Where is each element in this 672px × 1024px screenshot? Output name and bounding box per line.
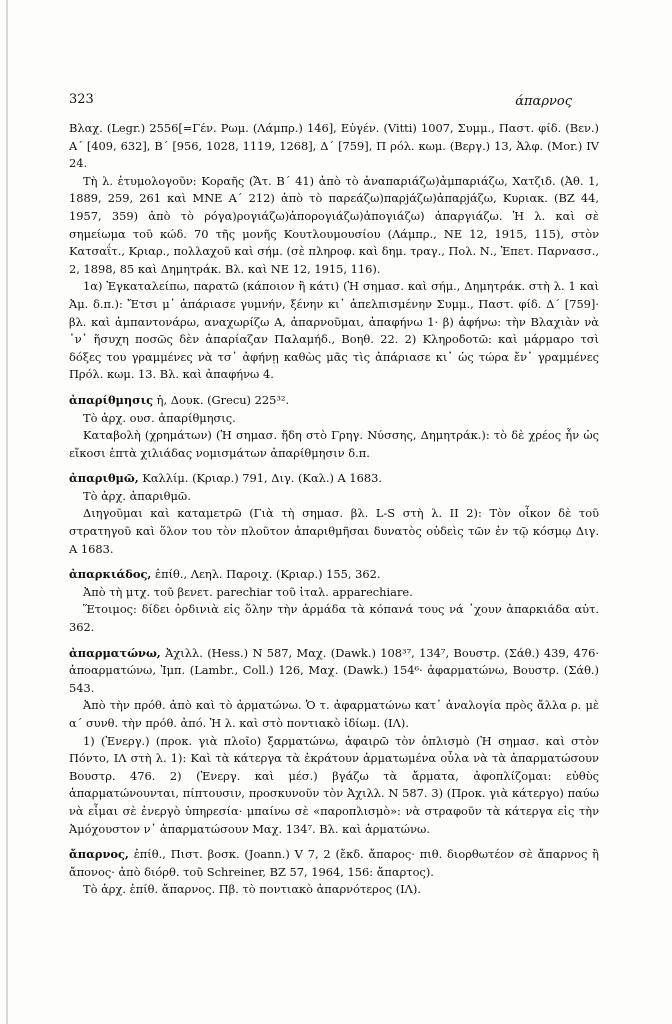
- entry-paragraph: Βλαχ. (Legr.) 2556[=Γέν. Ρωμ. (Λάμπρ.) 146], Εὐγέν. (Vitti) 1007, Συμμ., Παστ. φίδ. (Βεν.) Α΄ [409, 632], Β΄ [956, 1028, 1119, 1268], Δ΄ [759], Π ρόλ. κωμ. (Βεργ.) 13, Ἀλφ. (Mor.) IV 24.: [69, 121, 599, 171]
- running-head: άπαρνος: [515, 94, 572, 109]
- entry-apasithmisis: [69, 392, 599, 410]
- etymology-paragraph: Τὴ λ. ἐτυμολογοῦν: Κοραῆς (Ἄτ. Β΄ 41) ἀπὸ τὸ ἀναπαριάζω)ἀμπαριάζω, Χατζιδ. (Ἀθ. 1, 1889, 259, 261 καὶ ΜΝΕ Α΄ 212) ἀπὸ τὸ παρεάζω)παρjάζω)ἀπαρjάζω, Κυριακ. (ΒΖ 44, 1957, 359) ἀπὸ τὸ ρόγα)ρογιάζω)ἀπορογιάζω)ἀπογιάζω) ἀπαργιάζω. Ἡ λ. καὶ σὲ σημείωμα τοῦ κώδ. 70 τῆς μονῆς Κουτλουμουσίου (Λάμπρ., ΝΕ 12, 1915, 115), στὸν Κατσαΐτ., Κριαρ., πολλαχοῦ καὶ σήμ. (σὲ πληροφ. καὶ δημ. τραγ., Πολ. Ν., Ἐπετ. Παρνασσ., 2, 1898, 85 καὶ Δημητράκ. Βλ. καὶ ΝΕ 12, 1915, 116).: [69, 173, 599, 276]
- headword: ἀπαριθμῶ,: [69, 471, 139, 486]
- entry-aparithmo: [69, 470, 599, 488]
- headword: ἀπαρκιάδος,: [69, 567, 152, 582]
- etymology-paragraph: Ἀπὸ τὴ μτχ. τοῦ βενετ. parechiar τοῦ ἰταλ. apparechiare.: [83, 584, 413, 599]
- scan-edge-line: [6, 0, 8, 1024]
- etymology-paragraph: Ἀπὸ τὴν πρόθ. ἀπὸ καὶ τὸ ἀρματώνω. Ὁ τ. ἀφαρματώνω κατ᾽ ἀναλογία πρὸς ἄλλα ρ. μὲ α΄ συνθ. τὴν πρόθ. ἀπό. Ἡ λ. καὶ στὸ ποντιακὸ ἰδίωμ. (ΙΛ).: [69, 698, 599, 730]
- entry-info: Ἀχιλλ. (Hess.) Ν 587, Μαχ. (Dawk.) 108³⁷, 134⁷, Βουστρ. (Σάθ.) 439, 476· ἀποαρματώνω, Ἰμπ. (Lambr., Coll.) 126, Μαχ. (Dawk.) 154⁶· ἀφαρματώνω, Βουστρ. (Σάθ.) 543.: [69, 645, 599, 695]
- entry-info: ἐπίθ., Λεηλ. Παροιχ. (Κριαρ.) 155, 362.: [151, 567, 381, 582]
- entry-aparmatono: [69, 645, 599, 698]
- meaning-paragraph: 1α) Ἐγκαταλείπω, παρατῶ (κάποιον ἢ κάτι) (Ἡ σημασ. καὶ σήμ., Δημητράκ. στὴ λ. 1 καὶ Ἀμ. δ.π.): Ἔτσι μ᾽ ἀπάριασε γυμνήν, ξένην κι᾽ ἀπελπισμένην Συμμ., Παστ. φίδ. Δ΄ [759]· βλ. καὶ ἀμπαντονάρω, αναχωρίζω Α, ἀπαρνοῦμαι, ἀπαφήνω 1· β) ἀφήνω: τὴν Βλαχιὰν νὰ ᾽ν᾽ ἥσυχη ποσῶς δὲν ἀπαρίαζαν Παλαμήδ., Βοηθ. 22. 2) Κληροδοτῶ: καὶ μάρμαρο τσὶ δόξες του γραμμένες νὰ τσ᾽ ἀφήνῃ καθὼς μᾶς τὶς ἀπάριασε κι᾽ ὡς τώρα ἔν᾽ γραμμένες Πρόλ. κωμ. 13. Βλ. καὶ ἀπαφήνω 4.: [69, 279, 599, 382]
- meaning-paragraph: Ἕτοιμος: δίδει ὁρδινιὰ εἰς ὅλην τὴν ἀρμάδα τὰ κόπανά τους νά ᾽χουν ἀπαρκιάδα αὐτ. 362.: [69, 602, 599, 635]
- headword: ἀπαρματώνω,: [69, 645, 161, 660]
- entry-aparnos: [69, 846, 599, 881]
- etymology-paragraph: Τὸ ἀρχ. ἐπίθ. ἄπαρνος. Πβ. τὸ ποντιακὸ ἀπαρνότερος (ΙΛ).: [83, 882, 421, 897]
- dictionary-text: [69, 120, 599, 899]
- etymology-paragraph: Τὸ ἀρχ. ἀπαριθμῶ.: [83, 488, 191, 503]
- entry-info: Καλλίμ. (Κριαρ.) 791, Διγ. (Καλ.) Α 1683.: [138, 471, 382, 486]
- meaning-paragraph: 1) (Ἐνεργ.) (προκ. γιὰ πλοῖο) ξαρματώνω, ἀφαιρῶ τὸν ὁπλισμὸ (Ἡ σημασ. καὶ στὸν Πόντο, ΙΛ στὴ λ. 1): Καὶ τὰ κάτεργα τὰ ἐκράτουν ἀρματωμένα οὖλα νὰ τὰ ἀπαρματώσουν Βουστρ. 476. 2) (Ἐνεργ. καὶ μέσ.) βγάζω τὰ ἄρματα, ἀφοπλίζομαι: εὐθὺς ἀπαρματώνουνται, πίπτουσιν, προσκυνοῦν τὸν Ἀχιλλ. Ν 587. 3) (Προκ. γιὰ κάτεργο) παύω νὰ εἶμαι σὲ ἐνεργὸ ὑπηρεσία· μπαίνω σὲ «παροπλισμὸ»: νὰ στραφοῦν τὰ κάτεργα εἰς τὴν Ἀμόχουστον ν᾽ ἀπαρματώσουν Μαχ. 134⁷. Βλ. καὶ ἀρματώνω.: [69, 733, 599, 836]
- headword: ἄπαρνος,: [69, 847, 129, 862]
- headword: ἀπαρίθμησις: [69, 392, 154, 407]
- page-number: 323: [69, 92, 94, 107]
- entry-info: ἡ, Δουκ. (Grecu) 225³².: [153, 392, 290, 407]
- meaning-paragraph: Διηγοῦμαι καὶ καταμετρῶ (Γιὰ τὴ σημασ. βλ. L-S στὴ λ. ΙΙ 2): Τὸν οἶκον δὲ τοῦ στρατηγοῦ καὶ ὅλον του τὸν πλοῦτον ἀπαριθμῆσαι δυνατὸς οὐδεὶς τῶν ἐν τῷ κόσμῳ Διγ. Α 1683.: [69, 506, 599, 556]
- meaning-paragraph: Καταβολὴ (χρημάτων) (Ἡ σημασ. ἤδη στὸ Γρηγ. Νύσσης, Δημητράκ.): τὸ δὲ χρέος ἦν ὡς εἴκοσι ἑπτὰ χιλιάδας νομισμάτων ἀπαρίθμησιν δ.π.: [69, 428, 599, 460]
- etymology-paragraph: Τὸ ἀρχ. ουσ. ἀπαρίθμησις.: [83, 410, 236, 425]
- entry-aparkiados: [69, 566, 599, 584]
- entry-info: ἐπίθ., Πιστ. βοσκ. (Joann.) V 7, 2 (ἔκδ. ἄπαρος· πιθ. διορθωτέον σὲ ἄπαρνος ἢ ἄπονος· ἀπὸ διόρθ. τοῦ Schreiner, ΒΖ 57, 1964, 156: ἄπαρτος).: [69, 847, 599, 879]
